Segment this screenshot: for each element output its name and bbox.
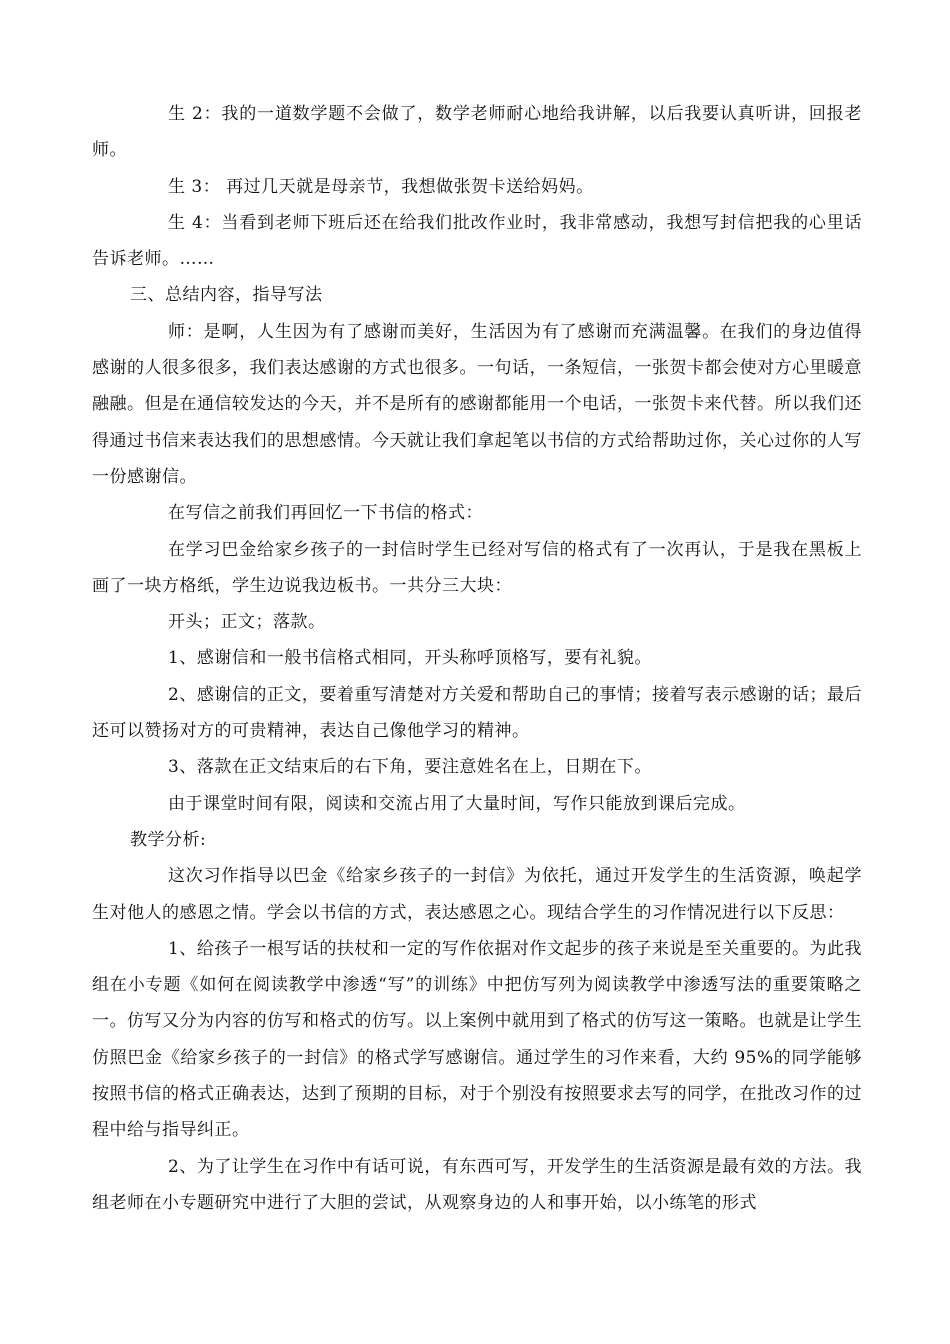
paragraph: 生 2：我的一道数学题不会做了，数学老师耐心地给我讲解，以后我要认真听讲，回报老师。 [92,104,862,161]
section-heading: 教学分析: [130,829,207,850]
paragraph: 2、为了让学生在习作中有话可说，有东西可写，开发学生的生活资源是最有效的方法。我组老师在小专题研究中进行了大胆的尝试，从观察身边的人和事开始，以小练笔的形式 [92,1156,862,1213]
paragraph: 生 3： 再过几天就是母亲节，我想做张贺卡送给妈妈。 [168,176,594,197]
paragraph: 师：是啊，人生因为有了感谢而美好，生活因为有了感谢而充满温馨。在我们的身边值得感谢的人很多很多，我们表达感谢的方式也很多。一句话，一条短信，一张贺卡都会使对方心里暖意融融。但是在通信较发达的今天，并不是所有的感谢都能用一个电话，一张贺卡来代替。所以我们还得通过书信来表达我们的思想感情。今天就让我们拿起笔以书信的方式给帮助过你，关心过你的人写一份感谢信。 [92,321,862,487]
list-item: 2、感谢信的正文，要着重写清楚对方关爱和帮助自己的事情；接着写表示感谢的话；最后还可以赞扬对方的可贵精神，表达自己像他学习的精神。 [92,684,862,742]
paragraph: 在学习巴金给家乡孩子的一封信时学生已经对写信的格式有了一次再认，于是我在黑板上画了一块方格纸，学生边说我边板书。一共分三大块： [92,539,862,596]
list-item: 1、感谢信和一般书信格式相同，开头称呼顶格写，要有礼貌。 [168,648,652,669]
paragraph: 1、给孩子一根写话的扶杖和一定的写作依据对作文起步的孩子来说是至关重要的。为此我组在小专题《如何在阅读教学中渗透“写”的训练》中把仿写列为阅读教学中渗透写法的重要策略之一。仿写又分为内容的仿写和格式的仿写。以上案例中就用到了格式的仿写这一策略。也就是让学生仿照巴金《给家乡孩子的一封信》的格式学写感谢信。通过学生的习作来看，大约 95%的同学能够按照书信的格式正确表达，达到了预期的目标，对于个别没有按照要求去写的同学，在批改习作的过程中给与指导纠正。 [92,938,862,1141]
paragraph: 开头；正文；落款。 [168,612,326,633]
list-item: 3、落款在正文结束后的右下角，要注意姓名在上，日期在下。 [168,757,652,778]
paragraph: 由于课堂时间有限，阅读和交流占用了大量时间，写作只能放到课后完成。 [168,793,746,814]
paragraph: 生 4：当看到老师下班后还在给我们批改作业时，我非常感动，我想写封信把我的心里话告诉老师。…… [92,212,862,270]
section-heading: 三、总结内容，指导写法 [130,285,323,306]
document-page [92,96,862,1221]
paragraph: 这次习作指导以巴金《给家乡孩子的一封信》为依托，通过开发学生的生活资源，唤起学生对他人的感恩之情。学会以书信的方式，表达感恩之心。现结合学生的习作情况进行以下反思： [92,866,862,923]
paragraph: 在写信之前我们再回忆一下书信的格式： [168,503,483,524]
